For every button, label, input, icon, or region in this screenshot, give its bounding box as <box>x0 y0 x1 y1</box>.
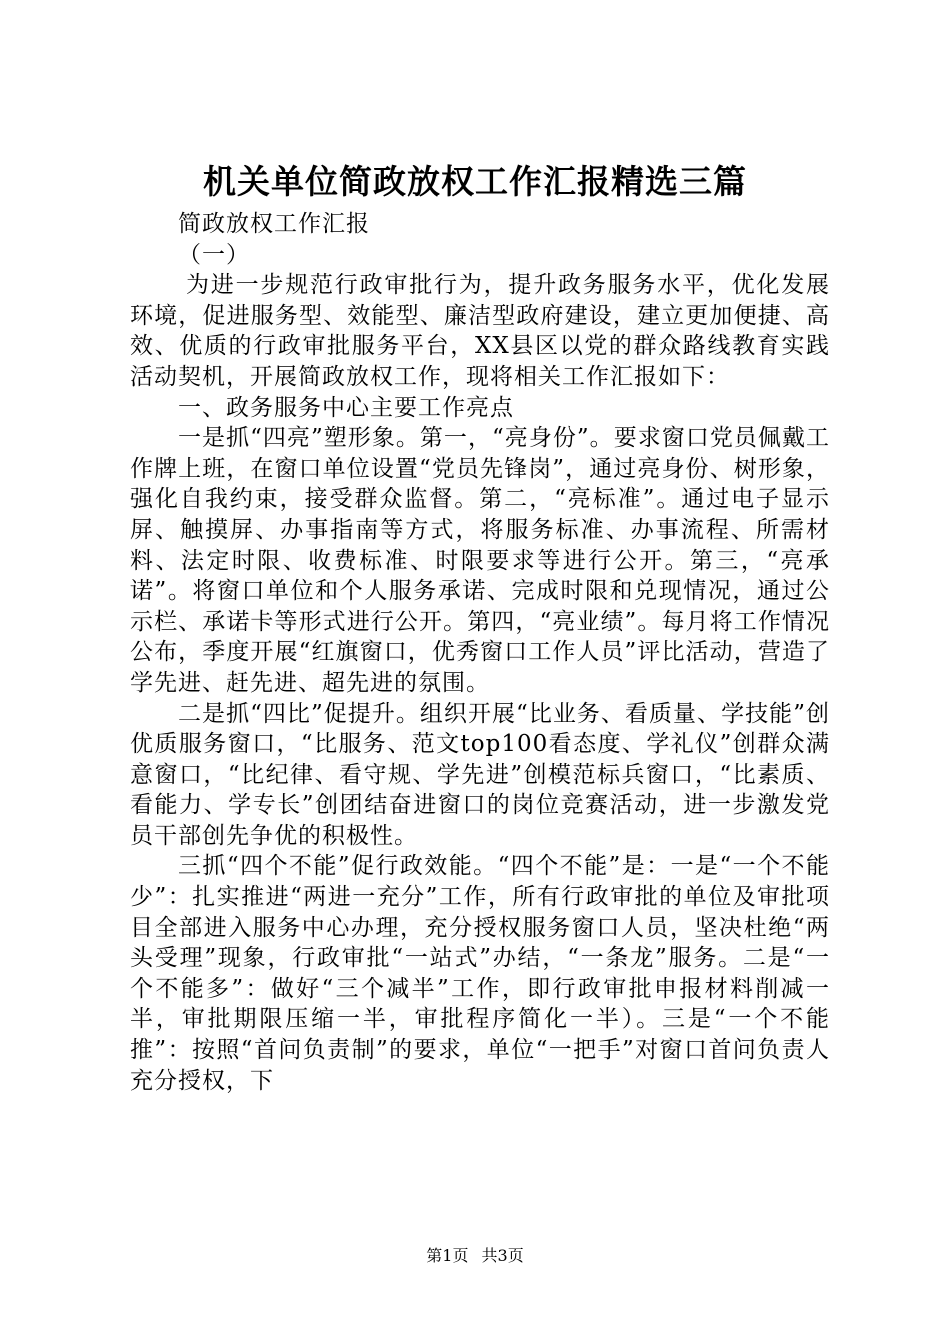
document-subtitle: 简政放权工作汇报 <box>178 211 370 237</box>
page-number: 第1页 <box>426 1246 469 1265</box>
section-heading: 一、政务服务中心主要工作亮点 <box>178 394 514 421</box>
paragraph-four-bi: 二是抓“四比”促提升。组织开展“比业务、看质量、学技能”创优质服务窗口，“比服务、范文top100看态度、学礼仪”创群众满意窗口，“比纪律、看守规、学先进”创模范标兵窗口，“比素质、看能力、学专长”创团结奋进窗口的岗位竞赛活动，进一步激发党员干部创先争优的积极性。 <box>130 700 830 849</box>
document-body <box>130 209 830 1096</box>
page-footer <box>0 1245 950 1267</box>
page-total: 共3页 <box>481 1246 524 1265</box>
paragraph-intro: 为进一步规范行政审批行为，提升政务服务水平，优化发展环境，促进服务型、效能型、廉洁型政府建设，建立更加便捷、高效、优质的行政审批服务平台，XX县区以党的群众路线教育实践活动契机，开展简政放权工作，现将相关工作汇报如下： <box>130 272 830 390</box>
document-title: 机关单位简政放权工作汇报精选三篇 <box>203 162 747 201</box>
paragraph-four-liang: 一是抓“四亮”塑形象。第一，“亮身份”。要求窗口党员佩戴工作牌上班，在窗口单位设置“党员先锋岗”，通过亮身份、树形象，强化自我约束，接受群众监督。第二，“亮标准”。通过电子显示屏、触摸屏、办事指南等方式，将服务标准、办事流程、所需材料、法定时限、收费标准、时限要求等进行公开。第三，“亮承诺”。将窗口单位和个人服务承诺、完成时限和兑现情况，通过公示栏、承诺卡等形式进行公开。第四，“亮业绩”。每月将工作情况公布，季度开展“红旗窗口，优秀窗口工作人员”评比活动，营造了学先进、赶先进、超先进的氛围。 <box>130 425 830 696</box>
paragraph-four-buneng: 三抓“四个不能”促行政效能。“四个不能”是：一是“一个不能少”：扎实推进“两进一充分”工作，所有行政审批的单位及审批项目全部进入服务中心办理，充分授权服务窗口人员，坚决杜绝“两头受理”现象，行政审批“一站式”办结，“一条龙”服务。二是“一个不能多”：做好“三个减半”工作，即行政审批申报材料削减一半，审批期限压缩一半，审批程序简化一半）。三是“一个不能推”：按照“首问负责制”的要求，单位“一把手”对窗口首问负责人充分授权，下 <box>130 853 830 1094</box>
section-number: （一） <box>178 241 250 268</box>
